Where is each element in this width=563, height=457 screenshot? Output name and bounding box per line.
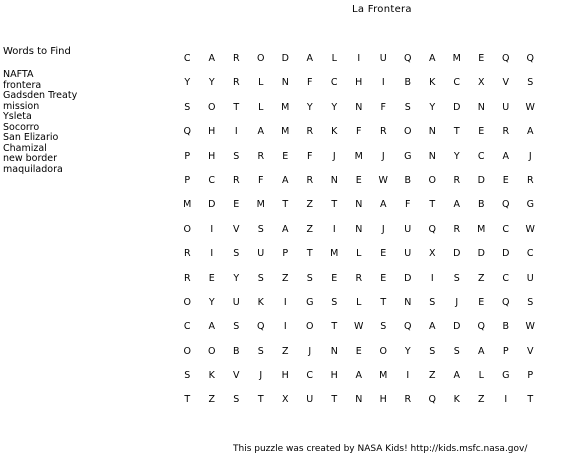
grid-letter: E <box>331 272 338 284</box>
grid-letter: T <box>380 296 387 308</box>
grid-letter: G <box>526 199 534 211</box>
grid-letter: R <box>355 272 363 284</box>
grid-letter: S <box>257 345 264 357</box>
grid-letter: H <box>281 370 289 382</box>
grid-letter: C <box>208 174 216 186</box>
grid-letter: S <box>453 345 460 357</box>
grid-letter: Q <box>428 223 436 235</box>
grid-letter: N <box>355 223 363 235</box>
grid-letter: C <box>183 321 191 333</box>
grid-letter: N <box>281 77 289 89</box>
grid-letter: P <box>527 370 534 382</box>
grid-letter: V <box>527 345 534 357</box>
grid-letter: Z <box>281 272 289 284</box>
grid-letter: S <box>184 101 191 113</box>
grid-letter: E <box>380 248 387 260</box>
grid-letter: C <box>502 272 510 284</box>
grid-letter: B <box>477 199 485 211</box>
grid-letter: X <box>281 394 289 406</box>
grid-letter: R <box>502 126 510 138</box>
word-search-grid <box>175 52 543 418</box>
grid-letter: A <box>502 150 509 162</box>
grid-letter: T <box>527 394 534 406</box>
grid-letter: A <box>429 53 436 64</box>
grid-letter: S <box>257 272 264 284</box>
grid-letter: N <box>404 296 412 308</box>
word-list-item: mission <box>3 100 40 112</box>
grid-letter: H <box>208 150 216 162</box>
grid-letter: A <box>208 321 215 333</box>
grid-letter: P <box>502 345 509 357</box>
grid-letter: E <box>502 174 509 186</box>
word-list-item: Gadsden Treaty <box>3 90 78 101</box>
grid-letter: N <box>330 174 338 186</box>
grid-letter: L <box>258 101 264 113</box>
grid-letter: L <box>258 77 264 89</box>
grid-letter: E <box>208 272 215 284</box>
grid-letter: D <box>404 272 412 284</box>
grid-letter: G <box>502 370 510 382</box>
grid-letter: S <box>404 101 411 113</box>
grid-letter: D <box>281 53 289 64</box>
word-list-item: frontera <box>3 79 42 91</box>
grid-letter: A <box>282 174 289 186</box>
grid-letter: W <box>354 321 364 333</box>
grid-letter: S <box>527 77 534 89</box>
grid-letter: I <box>234 126 238 138</box>
word-list-item: Ysleta <box>3 111 32 122</box>
grid-letter: R <box>232 174 240 186</box>
grid-letter: J <box>259 370 263 382</box>
grid-letter: U <box>502 101 510 113</box>
grid-letter: M <box>379 370 388 382</box>
grid-letter: D <box>453 321 461 333</box>
grid-letter: A <box>380 199 387 211</box>
grid-letter: T <box>233 101 240 113</box>
grid-letter: W <box>525 223 535 235</box>
grid-letter: O <box>208 345 216 357</box>
grid-letter: S <box>257 223 264 235</box>
words-to-find-heading: Words to Find <box>3 46 71 57</box>
grid-letter: D <box>453 248 461 260</box>
grid-letter: Z <box>306 223 313 235</box>
grid-letter: O <box>257 53 265 64</box>
grid-letter: A <box>453 199 460 211</box>
grid-letter: O <box>404 126 412 138</box>
grid-letter: N <box>355 394 363 406</box>
grid-letter: R <box>306 174 314 186</box>
grid-letter: I <box>504 394 508 406</box>
grid-letter: M <box>183 199 192 211</box>
grid-letter: W <box>525 101 535 113</box>
grid-letter: Y <box>306 101 313 113</box>
grid-letter: L <box>331 53 337 64</box>
grid-letter: K <box>331 126 338 138</box>
grid-letter: S <box>527 296 534 308</box>
grid-letter: S <box>233 394 240 406</box>
grid-letter: Y <box>429 101 436 113</box>
grid-letter: A <box>355 370 362 382</box>
grid-letter: I <box>210 223 214 235</box>
grid-letter: X <box>428 248 436 260</box>
grid-letter: R <box>379 126 387 138</box>
grid-letter: T <box>257 394 264 406</box>
grid-letter: Q <box>502 199 510 211</box>
grid-letter: S <box>453 272 460 284</box>
grid-letter: E <box>478 296 485 308</box>
grid-letter: P <box>184 174 191 186</box>
grid-letter: Y <box>404 345 411 357</box>
grid-letter: O <box>183 296 191 308</box>
grid-letter: F <box>307 150 313 162</box>
word-list <box>3 70 77 175</box>
grid-letter: R <box>526 174 534 186</box>
grid-letter: J <box>332 150 336 162</box>
grid-letter: Z <box>306 199 313 211</box>
grid-letter: Q <box>428 394 436 406</box>
grid-letter: P <box>184 150 191 162</box>
grid-letter: S <box>184 370 191 382</box>
grid-letter: H <box>208 126 216 138</box>
grid-letter: A <box>478 345 485 357</box>
grid-letter: D <box>208 199 216 211</box>
puzzle-title: La Frontera <box>352 4 412 15</box>
grid-letter: N <box>330 345 338 357</box>
grid-letter: E <box>355 174 362 186</box>
grid-letter: Y <box>233 272 240 284</box>
grid-letter: M <box>281 101 290 113</box>
grid-letter: G <box>404 150 412 162</box>
grid-letter: U <box>404 223 412 235</box>
grid-letter: C <box>330 77 338 89</box>
grid-letter: T <box>453 126 460 138</box>
grid-letter: O <box>428 174 436 186</box>
grid-letter: Q <box>404 53 412 64</box>
grid-letter: S <box>380 321 387 333</box>
grid-letter: L <box>478 370 484 382</box>
grid-letter: U <box>257 248 265 260</box>
grid-letter: O <box>183 345 191 357</box>
word-list-item: Chamizal <box>3 142 47 154</box>
grid-letter: T <box>429 199 436 211</box>
grid-letter: S <box>429 345 436 357</box>
grid-letter: F <box>258 174 264 186</box>
grid-letter: O <box>306 321 314 333</box>
grid-letter: I <box>381 77 385 89</box>
grid-letter: C <box>477 150 485 162</box>
grid-letter: I <box>332 223 336 235</box>
grid-letter: B <box>502 321 510 333</box>
grid-letter: A <box>306 53 313 64</box>
grid-letter: E <box>380 272 387 284</box>
grid-letter: S <box>306 272 313 284</box>
grid-letter: J <box>381 150 385 162</box>
grid-letter: Y <box>208 296 215 308</box>
grid-letter: J <box>308 345 312 357</box>
grid-letter: W <box>378 174 388 186</box>
grid-letter: M <box>256 199 265 211</box>
grid-letter: W <box>525 321 535 333</box>
grid-letter: T <box>331 199 338 211</box>
grid-letter: Q <box>502 53 510 64</box>
grid-letter: I <box>357 53 361 64</box>
grid-letter: L <box>356 248 362 260</box>
grid-letter: D <box>477 248 485 260</box>
grid-letter: C <box>183 53 191 64</box>
grid-letter: J <box>381 223 385 235</box>
grid-letter: Q <box>404 321 412 333</box>
grid-letter: E <box>233 199 240 211</box>
grid-letter: Z <box>477 272 485 284</box>
grid-letter: U <box>232 296 240 308</box>
grid-letter: E <box>355 345 362 357</box>
grid-letter: R <box>306 126 314 138</box>
grid-letter: U <box>379 53 387 64</box>
grid-letter: A <box>429 321 436 333</box>
grid-letter: Q <box>502 296 510 308</box>
grid-letter: A <box>257 126 264 138</box>
word-list-item: Socorro <box>3 121 40 133</box>
grid-letter: T <box>331 321 338 333</box>
grid-letter: F <box>356 126 362 138</box>
grid-letter: Y <box>331 101 338 113</box>
grid-letter: B <box>404 174 412 186</box>
grid-letter: S <box>429 296 436 308</box>
grid-letter: Z <box>428 370 436 382</box>
grid-letter: V <box>233 370 240 382</box>
grid-letter: Q <box>526 53 534 64</box>
grid-letter: X <box>477 77 485 89</box>
grid-letter: H <box>379 394 387 406</box>
grid-letter: C <box>453 77 461 89</box>
grid-letter: I <box>430 272 434 284</box>
grid-letter: M <box>452 53 461 64</box>
grid-letter: C <box>526 248 534 260</box>
grid-letter: U <box>306 394 314 406</box>
grid-letter: P <box>282 248 289 260</box>
grid-letter: D <box>477 174 485 186</box>
grid-letter: R <box>183 272 191 284</box>
grid-letter: M <box>477 223 486 235</box>
grid-letter: D <box>502 248 510 260</box>
word-list-item: NAFTA <box>3 69 34 80</box>
grid-letter: A <box>282 223 289 235</box>
grid-letter: K <box>208 370 215 382</box>
grid-letter: A <box>453 370 460 382</box>
grid-letter: N <box>355 101 363 113</box>
grid-letter: R <box>404 394 412 406</box>
grid-letter: S <box>331 296 338 308</box>
grid-letter: U <box>404 248 412 260</box>
grid-letter: V <box>233 223 240 235</box>
grid-letter: R <box>232 53 240 64</box>
grid-letter: I <box>283 296 287 308</box>
word-list-item: San Elizario <box>3 132 59 143</box>
word-list-item: maquiladora <box>3 163 63 175</box>
grid-letter: R <box>453 223 461 235</box>
grid-letter: C <box>502 223 510 235</box>
grid-letter: J <box>528 150 532 162</box>
grid-letter: A <box>527 126 534 138</box>
grid-letter: I <box>283 321 287 333</box>
grid-letter: N <box>355 199 363 211</box>
grid-letter: M <box>330 248 339 260</box>
grid-letter: K <box>429 77 436 89</box>
grid-letter: B <box>404 77 412 89</box>
grid-letter: E <box>478 126 485 138</box>
grid-letter: T <box>282 199 289 211</box>
grid-letter: H <box>330 370 338 382</box>
grid-letter: Y <box>208 77 215 89</box>
grid-letter: A <box>208 53 215 64</box>
grid-letter: M <box>354 150 363 162</box>
grid-letter: Y <box>184 77 191 89</box>
grid-letter: F <box>307 77 313 89</box>
grid-letter: S <box>233 321 240 333</box>
grid-letter: R <box>183 248 191 260</box>
grid-letter: M <box>281 126 290 138</box>
grid-letter: C <box>306 370 314 382</box>
grid-letter: D <box>453 101 461 113</box>
grid-letter: L <box>356 296 362 308</box>
grid-letter: Q <box>477 321 485 333</box>
grid-letter: S <box>233 248 240 260</box>
grid-letter: H <box>355 77 363 89</box>
grid-letter: V <box>502 77 509 89</box>
grid-letter: N <box>428 126 436 138</box>
grid-letter: N <box>428 150 436 162</box>
grid-letter: F <box>380 101 386 113</box>
word-list-item: new border <box>3 153 58 164</box>
grid-letter: E <box>282 150 289 162</box>
grid-letter: R <box>257 150 265 162</box>
grid-letter: I <box>406 370 410 382</box>
grid-letter: R <box>232 77 240 89</box>
grid-letter: J <box>455 296 459 308</box>
grid-letter: R <box>453 174 461 186</box>
grid-letter: Z <box>281 345 289 357</box>
grid-letter: K <box>453 394 460 406</box>
grid-letter: N <box>477 101 485 113</box>
grid-letter: Z <box>208 394 215 406</box>
grid-letter: F <box>405 199 411 211</box>
grid-letter: O <box>183 223 191 235</box>
grid-letter: I <box>210 248 214 260</box>
grid-letter: S <box>233 150 240 162</box>
grid-letter: O <box>208 101 216 113</box>
grid-letter: O <box>379 345 387 357</box>
grid-letter: U <box>526 272 534 284</box>
grid-letter: Q <box>183 126 191 138</box>
grid-letter: Q <box>257 321 265 333</box>
grid-letter: K <box>257 296 264 308</box>
grid-letter: T <box>184 394 191 406</box>
grid-letter: T <box>306 248 313 260</box>
credit-line: This puzzle was created by NASA Kids! http://kids.msfc.nasa.gov/ <box>233 444 528 454</box>
grid-letter: E <box>478 53 485 64</box>
grid-letter: B <box>232 345 240 357</box>
grid-letter: T <box>331 394 338 406</box>
grid-letter: Z <box>477 394 485 406</box>
grid-letter: G <box>306 296 314 308</box>
grid-letter: Y <box>453 150 460 162</box>
